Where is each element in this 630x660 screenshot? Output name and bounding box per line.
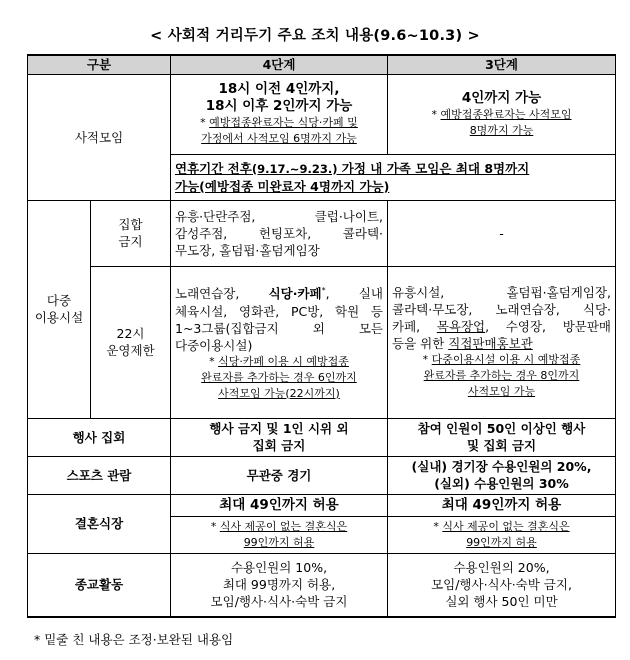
holiday-line2: 가능(예방접종 미완료자 4명까지 가능) bbox=[175, 178, 390, 194]
events-row bbox=[28, 418, 616, 456]
sports-level3-cell: (실내) 경기장 수용인원의 20%, (실외) 수용인원의 30% bbox=[388, 456, 616, 494]
sports-row bbox=[28, 456, 616, 494]
private-level3-cell bbox=[388, 74, 616, 154]
private-gathering-label: 사적모임 bbox=[28, 74, 171, 200]
private-level4-line2: 18시 이후 2인까지 가능 bbox=[205, 98, 353, 114]
private-level4-note2: 가정에서 사적모임 6명까지 가능 bbox=[201, 132, 357, 145]
gathering-ban-row bbox=[28, 200, 616, 266]
hours-limit-level3-cell: 유흥시설, 홀덤펍·홀덤게임장, 콜라텍·무도장, 노래연습장, 식당· 카페, 목욕장업, 수영장, 방문판매 등을 위한 직접판매홍보관 * 다중이용시설 이용 시 예방접종 완료자를 추가하는 경우 8인까지 사적모임 가능 bbox=[388, 266, 616, 418]
footnote: * 밑줄 친 내용은 조정·보완된 내용임 bbox=[34, 632, 234, 647]
holiday-line1: 연휴기간 전후(9.17.~9.23.) 가정 내 가족 모임은 최대 8명까지 bbox=[175, 160, 530, 176]
events-level4-cell: 행사 금지 및 1인 시위 외 집회 금지 bbox=[171, 418, 388, 456]
measures-table bbox=[27, 54, 616, 618]
multi-use-facility-label: 다중 이용시설 bbox=[28, 200, 91, 418]
private-level3-main: 4인까지 가능 bbox=[461, 89, 542, 106]
header-category: 구분 bbox=[28, 55, 171, 74]
gathering-ban-level3-cell: - bbox=[388, 200, 616, 266]
religion-row bbox=[28, 553, 616, 617]
religion-level3-cell: 수용인원의 20%, 모임/행사·식사·숙박 금지, 실외 행사 50인 미만 bbox=[388, 553, 616, 617]
events-label: 행사 집회 bbox=[28, 418, 171, 456]
wedding-level4-cell: 최대 49인까지 허용 * 식사 제공이 없는 결혼식은 99인까지 허용 bbox=[171, 494, 388, 553]
private-level3-note2: 8명까지 가능 bbox=[469, 123, 534, 137]
document-title: < 사회적 거리두기 주요 조치 내용(9.6~10.3) > bbox=[150, 28, 480, 44]
sports-label: 스포츠 관람 bbox=[28, 456, 171, 494]
religion-level4-cell: 수용인원의 10%, 최대 99명까지 허용, 모임/행사·식사·숙박 금지 bbox=[171, 553, 388, 617]
private-level4-line1: 18시 이전 4인까지, bbox=[218, 81, 340, 97]
gathering-ban-level4-cell: 유흥·단란주점, 클럽·나이트, 감성주점, 헌팅포차, 콜라텍· 무도장, 홀덤펍·홀덤게임장 bbox=[171, 200, 388, 266]
sports-level4-cell: 무관중 경기 bbox=[171, 456, 388, 494]
religion-label: 종교활동 bbox=[28, 553, 171, 617]
hours-limit-label: 22시 운영제한 bbox=[91, 266, 171, 418]
gathering-ban-label: 집합 금지 bbox=[91, 200, 171, 266]
header-level4: 4단계 bbox=[171, 55, 388, 74]
wedding-row bbox=[28, 494, 616, 553]
header-level3: 3단계 bbox=[388, 55, 616, 74]
events-level3-cell: 참여 인원이 50인 이상인 행사 및 집회 금지 bbox=[388, 418, 616, 456]
holiday-family-cell bbox=[171, 154, 616, 200]
private-level4-cell bbox=[171, 74, 388, 154]
wedding-label: 결혼식장 bbox=[28, 494, 171, 553]
private-gathering-row bbox=[28, 74, 616, 154]
private-level3-note1: * 예방접종완료자는 사적모임 bbox=[431, 107, 572, 121]
hours-limit-row bbox=[28, 266, 616, 418]
header-row bbox=[28, 55, 616, 74]
private-level4-note1: * 예방접종완료자는 식당·카페 및 bbox=[200, 116, 358, 129]
hours-limit-level4-cell: 노래연습장, 식당·카페*, 실내 체육시설, 영화관, PC방, 학원 등 1~3그룹(집합금지 외 모든 다중이용시설) * 식당·카페 이용 시 예방접종 완료자를 추가하는 경우 6인까지 사적모임 가능(22시까지) bbox=[171, 266, 388, 418]
wedding-level3-cell: 최대 49인까지 허용 * 식사 제공이 없는 결혼식은 99인까지 허용 bbox=[388, 494, 616, 553]
